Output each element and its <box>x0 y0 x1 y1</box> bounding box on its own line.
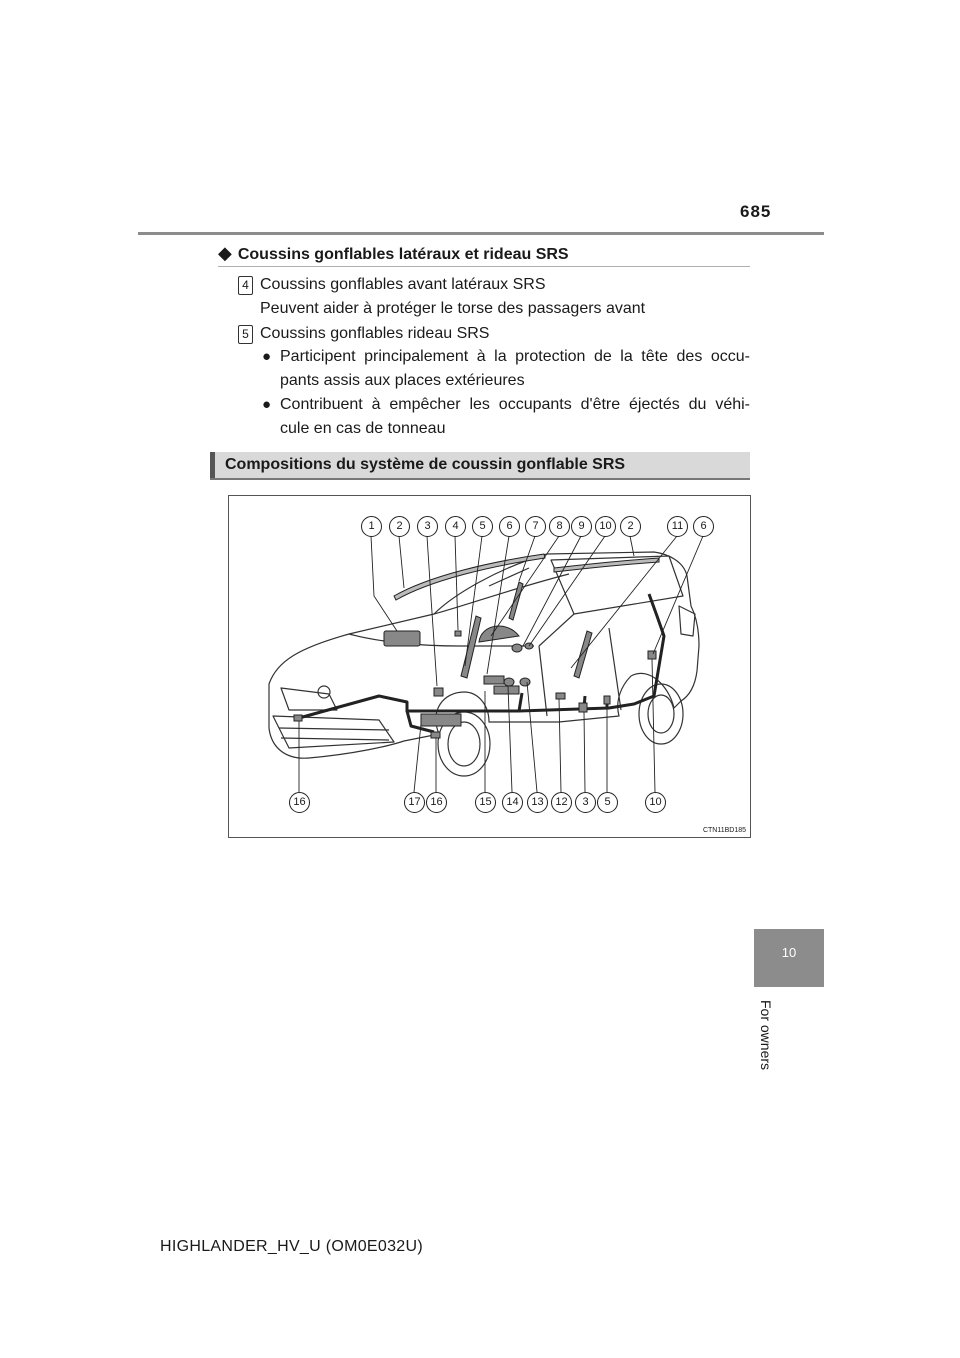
callout-bottom-14: 14 <box>502 792 523 813</box>
callout-bottom-16: 16 <box>289 792 310 813</box>
callout-top-3: 3 <box>417 516 438 537</box>
callout-top-2b: 2 <box>620 516 641 537</box>
callout-bottom-12: 12 <box>551 792 572 813</box>
bullet-icon: ● <box>262 348 272 365</box>
item-4-title: Coussins gonflables avant latéraux SRS <box>260 276 546 293</box>
section-heading-bar <box>210 452 750 478</box>
section-title: Compositions du système de coussin gonflable SRS <box>225 456 626 473</box>
item-4-description: Peuvent aider à protéger le torse des passagers avant <box>260 300 646 317</box>
bullet-2-line-1: Contribuent à empêcher les occupants d'être éjectés du véhi- <box>280 396 750 413</box>
callout-top-1: 1 <box>361 516 382 537</box>
callout-bottom-16b: 16 <box>426 792 447 813</box>
footer-model-code: HIGHLANDER_HV_U (OM0E032U) <box>160 1238 423 1255</box>
header-rule <box>138 232 824 235</box>
callout-top-2: 2 <box>389 516 410 537</box>
item-number-4: 4 <box>238 276 253 295</box>
subsection-title: Coussins gonflables latéraux et rideau SRS <box>237 246 569 263</box>
bullet-1-line-2: pants assis aux places extérieures <box>280 372 525 389</box>
callout-top-11: 11 <box>667 516 688 537</box>
figure-code: CTN11BD185 <box>702 827 746 834</box>
vehicle-diagram <box>229 496 750 837</box>
callout-top-8: 8 <box>549 516 570 537</box>
callout-top-9: 9 <box>571 516 592 537</box>
callout-top-6b: 6 <box>693 516 714 537</box>
callout-bottom-10: 10 <box>645 792 666 813</box>
chapter-label: For owners <box>758 1000 774 1071</box>
bullet-1-line-1: Participent principalement à la protection de la tête des occu- <box>280 348 750 365</box>
item-5-bullet-1 <box>280 345 750 393</box>
chapter-tab <box>754 929 824 987</box>
chapter-label-container <box>758 1000 798 1080</box>
diamond-icon: ◆ <box>218 243 232 263</box>
item-5-title: Coussins gonflables rideau SRS <box>260 325 490 342</box>
bullet-icon: ● <box>262 396 272 413</box>
chapter-number: 10 <box>781 945 797 960</box>
subsection-rule <box>218 266 750 267</box>
page-number: 685 <box>740 202 772 221</box>
bullet-2-line-2: cule en cas de tonneau <box>280 420 446 437</box>
item-4-text <box>260 273 645 321</box>
callout-bottom-3: 3 <box>575 792 596 813</box>
callout-bottom-15: 15 <box>475 792 496 813</box>
airbag-system-figure <box>228 495 751 838</box>
callout-bottom-17: 17 <box>404 792 425 813</box>
item-5-bullet-2 <box>280 393 750 441</box>
callout-bottom-5: 5 <box>597 792 618 813</box>
item-number-5: 5 <box>238 325 253 344</box>
subsection-heading <box>218 243 569 264</box>
section-accent <box>210 452 215 478</box>
callout-top-4: 4 <box>445 516 466 537</box>
section-rule <box>210 478 750 480</box>
callout-top-10: 10 <box>595 516 616 537</box>
callout-top-6: 6 <box>499 516 520 537</box>
callout-top-7: 7 <box>525 516 546 537</box>
callout-bottom-13: 13 <box>527 792 548 813</box>
callout-top-5: 5 <box>472 516 493 537</box>
